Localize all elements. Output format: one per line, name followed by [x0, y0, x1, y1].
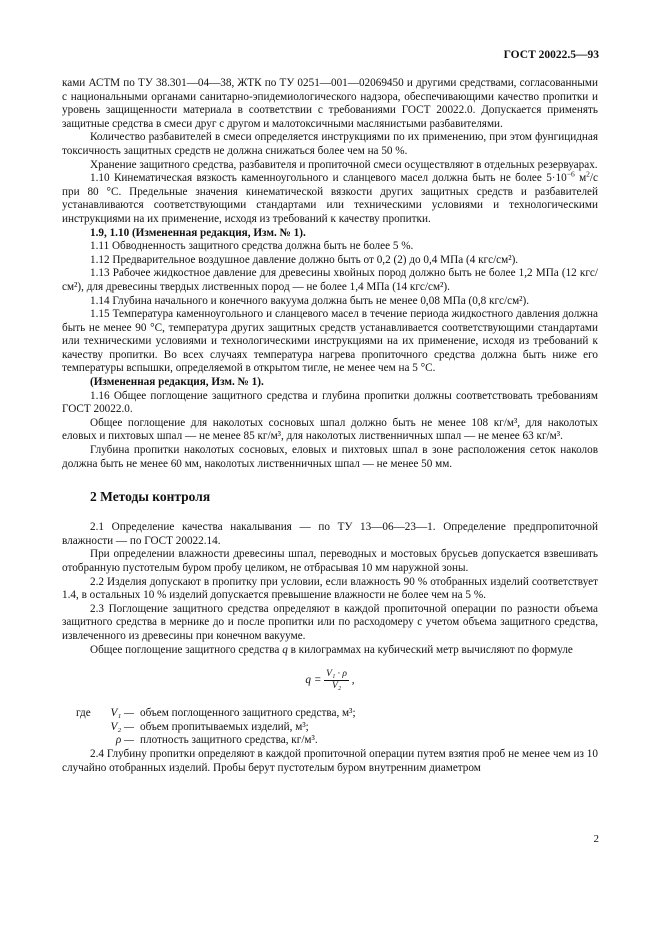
paragraph-1-13: 1.13 Рабочее жидкостное давление для древесины хвойных пород должно быть не более 1,2 МПа (12 кгс/см²), для древесины твердых лиственных пород — не более 1,4 МПа (14 кгс/см²). [62, 267, 598, 293]
formula-fraction [324, 669, 349, 692]
definition-row: ρ — плотность защитного средства, кг/м³. [115, 734, 318, 747]
paragraph-diluents: Количество разбавителей в смеси определяется инструкциями по их применению, при этом фунгицидная токсичность защитных средств не должна снижаться более чем на 50 %. [62, 131, 598, 157]
paragraph-storage: Хранение защитного средства, разбавителя и пропиточной смеси осуществляют в отдельных резервуарах. [90, 158, 598, 171]
formula-numerator: V₁ · ρ [326, 669, 347, 680]
page-number: 2 [593, 833, 599, 845]
formula-q [62, 669, 598, 695]
formula-tail: , [351, 674, 355, 687]
symbol-definitions [76, 707, 598, 748]
section-2-heading: 2 Методы контроля [90, 489, 211, 505]
paragraph-2-2: 2.2 Изделия допускают в пропитку при условии, если влажность 90 % отобранных изделий соответствует 1.4, в остальных 10 % изделий допускается превышение влажности не более чем на 5 %. [62, 575, 598, 602]
paragraph-2-3: 2.3 Поглощение защитного средства определяют в каждой пропиточной операции по разности объема защитного средства в мернике до и после пропитки или по расходомеру с учетом объема защитного средства, извлеченного из древесины при конечном вакууме. [62, 602, 598, 642]
paragraph-1-10: 1.10 Кинематическая вязкость каменноугольного и сланцевого масел должна быть не более $5\cdot 10^{-6}$ $м^2/с$ при 80 °С. Предельные значения кинематической вязкости других защитных средств и разбавителей устанавливаются соответствующими стандартами или техническими условиями и технологическими инструкциями на их применение, исходя из требований к качеству пропитки. [62, 169, 598, 225]
definition-row: V₂ — объем пропитываемых изделий, м³; [110, 720, 309, 733]
paragraph-continuation: ками АСТМ по ТУ 38.301—04—38, ЖТК по ТУ 0251—001—02069450 и другими средствами, согласованными с национальными органами санитарно-эпидемиологического надзора, обеспечивающими качество пропитки и уровень защищенности материала в соответствии с требованиями ГОСТ 20022.0. Допускается применять защитные средства в смеси друг с другом и малотоксичными маслянистыми разбавителями. [62, 77, 598, 130]
paragraph-1-14: 1.14 Глубина начального и конечного вакуума должна быть не менее 0,08 МПа (0,8 кгс/см²). [90, 294, 530, 307]
paragraph-1-15: 1.15 Температура каменноугольного и сланцевого масел в течение периода жидкостного давления должна быть не менее 90 °С, температура других защитных средств устанавливается соответствующими стандартами или техническими условиями и технологическими инструкциями на их применение, исходя из требований к качеству пропитки. Во всех случаях температура нагрева пропиточного средства должна быть ниже его температуры вспышки, определяемой в открытом тигле, не менее чем на 5 °С. [62, 308, 598, 375]
paragraph-moisture: При определении влажности древесины шпал, переводных и мостовых брусьев допускается взвешивать отобранную пустотелым буром пробу целиком, не отбрасывая 10 мм наружной зоны. [62, 548, 598, 574]
document-code-header: ГОСТ 20022.5—93 [503, 49, 599, 61]
formula-lhs: q = [305, 674, 322, 687]
paragraph-2-4: 2.4 Глубину пропитки определяют в каждой пропиточной операции путем взятия проб не менее чем из 10 случайно отобранных изделий. Пробы берут пустотелым буром внутренним диаметром [62, 747, 598, 774]
paragraph-1-12: 1.12 Предварительное воздушное давление должно быть от 0,2 (2) до 0,4 МПа (4 кгс/см²). [90, 253, 519, 266]
amendment-note-2: (Измененная редакция, Изм. № 1). [90, 376, 264, 389]
paragraph-2-1: 2.1 Определение качества накалывания — по ТУ 13—06—23—1. Определение предпропиточной влажности — по ГОСТ 20022.14. [62, 521, 598, 547]
body-text [62, 77, 598, 775]
formula-denominator: V₂ [332, 681, 342, 692]
paragraph-formula-intro: Общее поглощение защитного средства q в килограммах на кубический метр вычисляют по формуле [90, 643, 573, 656]
paragraph-1-11: 1.11 Обводненность защитного средства должна быть не более 5 %. [90, 240, 414, 253]
paragraph-absorption: Общее поглощение для наколотых сосновых шпал должно быть не менее 108 кг/м³, для наколотых еловых и пихтовых шпал — не менее 85 кг/м³, для наколотых лиственничных шпал — не менее 63 кг/м³. [62, 416, 598, 443]
amendment-note-1: 1.9, 1.10 (Измененная редакция, Изм. № 1). [90, 226, 306, 239]
paragraph-depth: Глубина пропитки наколотых сосновых, еловых и пихтовых шпал в зоне расположения сеток наколов должна быть не менее 60 мм, наколотых лиственничных шпал — не менее 50 мм. [62, 444, 598, 470]
paragraph-1-16: 1.16 Общее поглощение защитного средства и глубина пропитки должны соответствовать требованиям ГОСТ 20022.0. [62, 389, 598, 416]
definition-row: где V₁ — объем поглощенного защитного средства, м³; [76, 707, 356, 720]
